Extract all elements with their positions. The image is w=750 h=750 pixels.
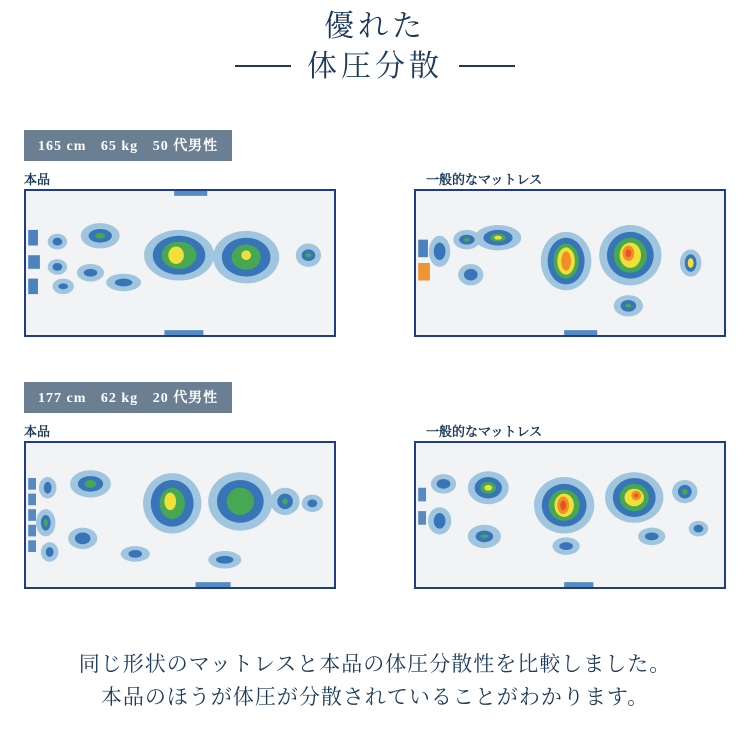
heatmap-generic-1 — [414, 189, 726, 337]
heatmap-svg-product-2 — [26, 443, 334, 587]
panels-row-1 — [0, 169, 750, 339]
panel-generic-1 — [414, 169, 726, 337]
subject-person-1: 50 代男性 — [152, 139, 219, 154]
subject-tag-2 — [24, 382, 232, 413]
footer-line2: 本品のほうが体圧が分散されていることがわかります。 — [100, 684, 650, 709]
panel-label-product-2: 本品 — [24, 424, 51, 439]
title-rule-right — [459, 65, 515, 67]
footer-caption — [0, 648, 750, 713]
panel-product-1 — [24, 169, 336, 337]
title-rule-left — [235, 65, 291, 67]
page-header — [0, 0, 750, 85]
subject-weight-1: 65 kg — [100, 139, 139, 154]
panel-product-2 — [24, 421, 336, 589]
heatmap-svg-generic-1 — [416, 191, 724, 335]
comparison-section-2 — [0, 382, 750, 591]
subject-tag-wrap-1 — [24, 130, 750, 161]
panels-row-2 — [0, 421, 750, 591]
page-title-row — [0, 48, 750, 86]
heatmap-svg-product-1 — [26, 191, 334, 335]
subject-person-2: 20 代男性 — [152, 391, 219, 406]
panel-generic-2 — [414, 421, 726, 589]
footer-line1: 同じ形状のマットレスと本品の体圧分散性を比較しました。 — [78, 652, 672, 676]
panel-label-product-1: 本品 — [24, 172, 51, 187]
heatmap-product-1 — [24, 189, 336, 337]
heatmap-svg-generic-2 — [416, 443, 724, 587]
panel-label-generic-1: 一般的なマットレス — [426, 172, 543, 187]
subject-height-1: 165 cm — [38, 139, 87, 154]
panel-label-generic-2: 一般的なマットレス — [426, 424, 543, 439]
subject-tag-wrap-2 — [24, 382, 750, 413]
heatmap-product-2 — [24, 441, 336, 589]
subject-tag-1 — [24, 130, 232, 161]
heatmap-generic-2 — [414, 441, 726, 589]
comparison-section-1 — [0, 130, 750, 339]
subject-weight-2: 62 kg — [100, 391, 139, 406]
subject-height-2: 177 cm — [38, 391, 87, 406]
page-title-line1: 優れた — [324, 10, 426, 43]
page-title-line2: 体圧分散 — [307, 49, 443, 83]
